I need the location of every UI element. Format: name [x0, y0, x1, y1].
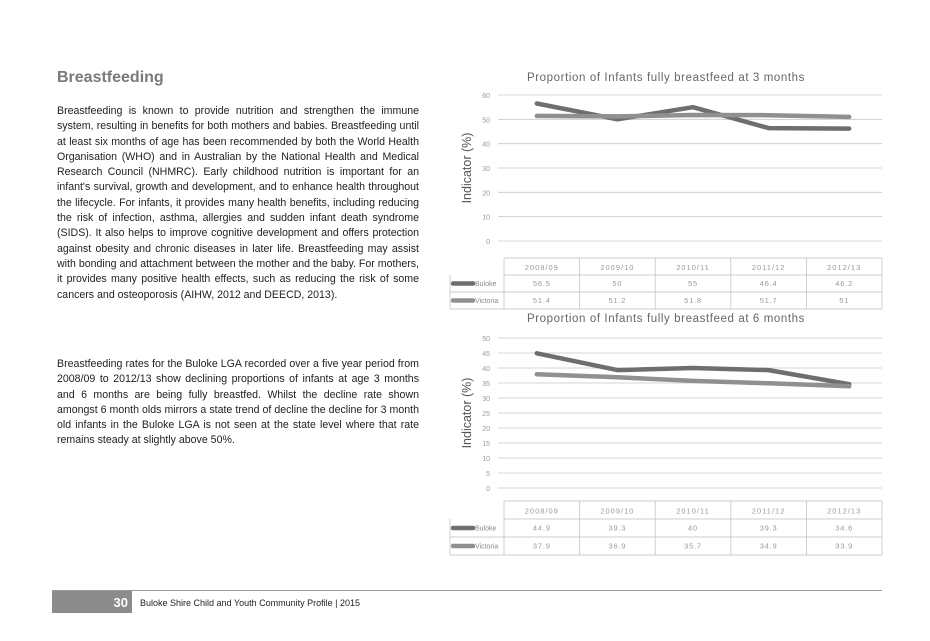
data-label-buloke: 39.3 [608, 523, 627, 533]
data-label-buloke: 44.9 [532, 523, 551, 533]
data-label-victoria: 33.9 [835, 541, 854, 551]
x-tick-label: 2011/12 [751, 262, 786, 272]
chart-title: Proportion of Infants fully breastfeed at 3 months [526, 72, 806, 84]
chart-3-months [446, 68, 886, 305]
y-tick-label: 5 [486, 471, 490, 478]
x-tick-label: 2011/12 [751, 506, 786, 516]
legend-label-victoria: Victoria [475, 298, 499, 305]
data-label-victoria: 34.9 [759, 541, 778, 551]
x-tick-label: 2010/11 [676, 506, 710, 516]
x-tick-label: 2008/09 [524, 262, 559, 272]
y-tick-label: 10 [482, 214, 490, 222]
y-tick-label: 15 [482, 441, 490, 448]
data-label-victoria: 36.9 [608, 541, 627, 551]
data-label-buloke: 46.2 [835, 279, 854, 288]
y-tick-label: 20 [482, 426, 490, 433]
y-tick-label: 40 [482, 366, 490, 373]
y-tick-label: 25 [482, 411, 490, 418]
y-tick-label: 40 [482, 141, 490, 149]
footer-text: Buloke Shire Child and Youth Community Profile | 2015 [140, 598, 360, 608]
y-tick-label: 50 [482, 117, 490, 125]
data-label-victoria: 51.4 [532, 296, 551, 305]
y-tick-label: 35 [482, 381, 490, 388]
y-axis-label: Indicator (%) [460, 377, 474, 449]
data-label-buloke: 55 [688, 279, 698, 288]
data-label-buloke: 34.6 [835, 523, 854, 533]
y-tick-label: 0 [486, 239, 490, 246]
y-tick-label: 0 [486, 486, 490, 493]
y-axis-label: Indicator (%) [460, 132, 474, 204]
legend-label-buloke: Buloke [475, 281, 497, 288]
legend-label-buloke: Buloke [475, 525, 497, 533]
x-tick-label: 2008/09 [524, 506, 559, 516]
y-tick-label: 10 [482, 456, 490, 463]
data-label-buloke: 46.4 [759, 279, 778, 288]
y-tick-label: 45 [482, 351, 490, 358]
data-label-victoria: 51.2 [608, 296, 627, 305]
data-label-victoria: 51 [839, 296, 850, 305]
x-tick-label: 2010/11 [676, 262, 710, 272]
section-heading: Breastfeeding [57, 69, 164, 86]
x-tick-label: 2012/13 [827, 262, 862, 272]
body-paragraph-1: Breastfeeding is known to provide nutrition and strengthen the immune system, resulting in benefits for both mothers and babies. Breastfeeding until at least six months of age has been recommended by both the World Health Organisation (WHO) and in Australian by the National Health and Medical Research Council (NHMRC). Early childhood nutrition is important for an infant's survival, growth and development, and to enhance health throughout the lifecycle. For infants, it provides many health benefits, including reducing the risk of infection, asthma, allergies and sudden infant death syndrome (SIDS). It also helps to improve cognitive development and offers protection against obesity and chronic diseases in later life. Breastfeeding may assist with bonding and attachment between the mother and the baby. For mothers, it provides many positive health effects, such as reducing the risk of some cancers and osteoporosis (AIHW, 2012 and DEECD, 2013). [57, 105, 419, 301]
data-label-victoria: 51.8 [684, 296, 702, 305]
footer-divider [52, 590, 882, 591]
data-label-victoria: 51.7 [759, 296, 778, 305]
y-tick-label: 60 [482, 93, 490, 100]
chart-title: Proportion of Infants fully breastfeed at 6 months [526, 313, 806, 325]
data-label-victoria: 37.9 [532, 541, 551, 551]
data-label-victoria: 35.7 [684, 541, 702, 551]
chart-6-months [446, 308, 886, 551]
y-tick-label: 20 [482, 190, 490, 198]
page-number: 30 [113, 595, 128, 610]
y-tick-label: 30 [482, 396, 490, 403]
y-tick-label: 50 [482, 336, 490, 343]
series-line-victoria [537, 115, 849, 117]
data-label-buloke: 50 [612, 279, 623, 288]
y-tick-label: 30 [482, 166, 490, 173]
data-label-buloke: 56.5 [532, 279, 551, 288]
data-label-buloke: 40 [688, 523, 698, 533]
legend-label-victoria: Victoria [475, 543, 499, 551]
x-tick-label: 2009/10 [600, 262, 635, 272]
x-tick-label: 2012/13 [827, 506, 862, 516]
x-tick-label: 2009/10 [600, 506, 635, 516]
body-paragraph-2: Breastfeeding rates for the Buloke LGA recorded over a five year period from 2008/09 to 2012/13 show declining proportions of infants at age 3 months and 6 months are being fully breastfed. Whilst the decline rate shown amongst 6 month olds mirrors a state trend of decline the decline for 3 month old infants in the Buloke LGA is not seen at the state level where that rate remains steady at slightly above 50%. [57, 358, 419, 447]
data-label-buloke: 39.3 [759, 523, 778, 533]
